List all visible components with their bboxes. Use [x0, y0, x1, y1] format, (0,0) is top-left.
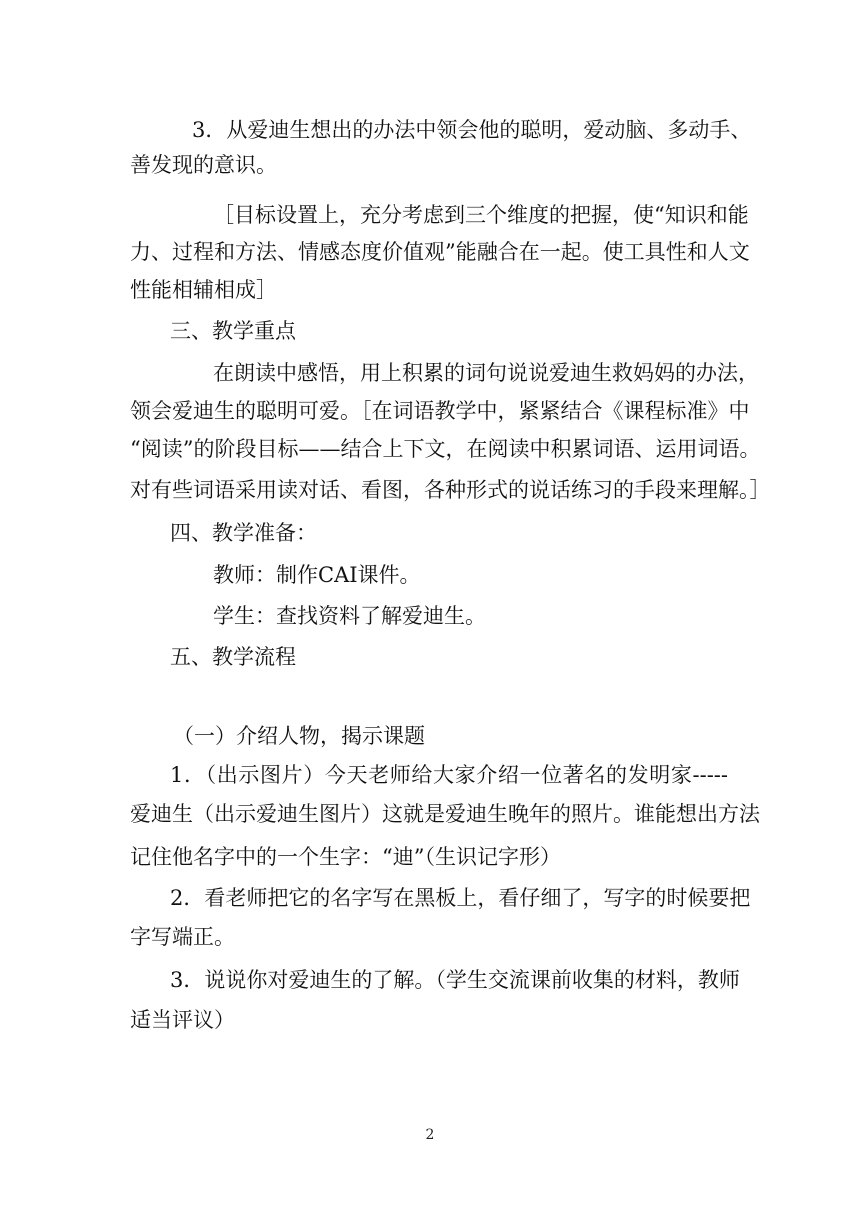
- paragraph-line: 领会爱迪生的聪明可爱。［在词语教学中，紧紧结合《课程标准》中: [130, 399, 750, 423]
- paragraph-line: 爱迪生（出示爱迪生图片）这就是爱迪生晚年的照片。谁能想出方法: [130, 802, 760, 826]
- paragraph-line: 3．说说你对爱迪生的了解。（学生交流课前收集的材料，教师: [170, 968, 740, 992]
- paragraph-line: 性能相辅相成］: [130, 278, 277, 302]
- paragraph-line: ［目标设置上，充分考虑到三个维度的把握，使“知识和能: [213, 203, 749, 227]
- paragraph-line: 3．从爱迪生想出的办法中领会他的聪明，爱动脑、多动手、: [192, 118, 752, 142]
- paragraph-line: 2．看老师把它的名字写在黑板上，看仔细了，写字的时候要把: [170, 886, 751, 910]
- paragraph-line: 学生：查找资料了解爱迪生。: [213, 604, 486, 628]
- paragraph-line: 在朗读中感悟，用上积累的词句说说爱迪生救妈妈的办法，: [213, 361, 759, 385]
- section-heading: 五、教学流程: [170, 645, 296, 669]
- section-heading: 三、教学重点: [170, 319, 296, 343]
- subsection-heading: （一）介绍人物，揭示课题: [173, 724, 425, 748]
- section-heading: 四、教学准备：: [170, 521, 317, 545]
- paragraph-line: 善发现的意识。: [130, 153, 277, 177]
- paragraph-line: “阅读”的阶段目标——结合上下文，在阅读中积累词语、运用词语。: [130, 437, 761, 461]
- paragraph-line: 1．（出示图片）今天老师给大家介绍一位著名的发明家-----: [170, 763, 728, 787]
- paragraph-line: 适当评议）: [130, 1008, 235, 1032]
- paragraph-line: 字写端正。: [130, 925, 235, 949]
- paragraph-line: 教师：制作CAI课件。: [213, 563, 421, 587]
- paragraph-line: 记住他名字中的一个生字：“迪”（生识记字形）: [130, 845, 561, 869]
- paragraph-line: 对有些词语采用读对话、看图，各种形式的说话练习的手段来理解。］: [130, 478, 771, 502]
- page-number: 2: [425, 1127, 435, 1143]
- paragraph-line: 力、过程和方法、情感态度价值观”能融合在一起。使工具性和人文: [130, 240, 750, 264]
